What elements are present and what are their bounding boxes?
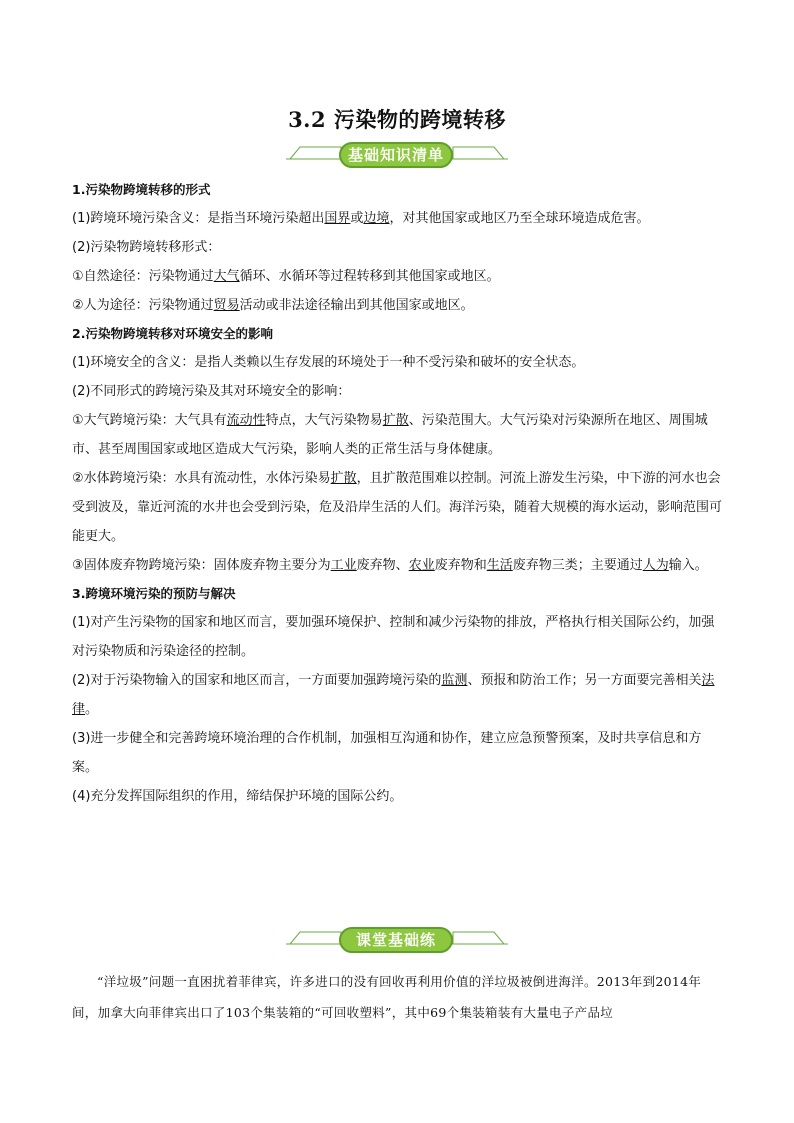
paragraph: (4)充分发挥国际组织的作用，缔结保护环境的国际公约。 xyxy=(72,789,403,804)
paragraph: (1)对产生污染物的国家和地区而言，要加强环境保护、控制和减少污染物的排放，严格执行相关国际公约，加强对污染物质和污染途径的控制。 xyxy=(72,615,715,659)
paragraph: (2)对于污染物输入的国家和地区而言，一方面要加强跨境污染的监测、预报和防治工作；另一方面要完善相关法律。 xyxy=(72,673,715,717)
paragraph: ②人为途径：污染物通过贸易活动或非法途径输出到其他国家或地区。 xyxy=(72,298,474,313)
paragraph: (3)进一步健全和完善跨境环境治理的合作机制，加强相互沟通和协作，建立应急预警预案，及时共享信息和方案。 xyxy=(72,731,702,775)
section-heading: 2.污染物跨境转移对环境安全的影响 xyxy=(72,326,273,341)
paragraph: ①大气跨境污染：大气具有流动性特点，大气污染物易扩散、污染范围大。大气污染对污染源所在地区、周围城市、甚至周围国家或地区造成大气污染，影响人类的正常生活与身体健康。 xyxy=(72,413,708,457)
banner-label: 基础知识清单 xyxy=(339,142,453,168)
paragraph: (2)污染物跨境转移形式： xyxy=(72,240,221,255)
paragraph: (2)不同形式的跨境污染及其对环境安全的影响： xyxy=(72,384,351,399)
paragraph: (1)环境安全的含义：是指人类赖以生存发展的环境处于一种不受污染和破坏的安全状态。 xyxy=(72,355,585,370)
exercise-paragraph: “洋垃圾”问题一直困扰着菲律宾，许多进口的没有回收再利用价值的洋垃圾被倒进海洋。2013年到2014年间，加拿大向菲律宾出口了103个集装箱的“可回收塑料”，其中69个集装箱装有大量电子产品垃 xyxy=(72,974,702,1020)
paragraph: ①自然途径：污染物通过大气循环、水循环等过程转移到其他国家或地区。 xyxy=(72,269,500,284)
knowledge-list xyxy=(72,180,724,811)
banner-label: 课堂基础练 xyxy=(339,927,453,953)
section-heading: 3.跨境环境污染的预防与解决 xyxy=(72,586,236,601)
section-banner-exercise xyxy=(286,926,508,956)
paragraph: (1)跨境环境污染含义：是指当环境污染超出国界或边境，对其他国家或地区乃至全球环境造成危害。 xyxy=(72,211,650,226)
paragraph: ③固体废弃物跨境污染：固体废弃物主要分为工业废弃物、农业废弃物和生活废弃物三类；主要通过人为输入。 xyxy=(72,558,708,573)
section-heading: 1.污染物跨境转移的形式 xyxy=(72,182,211,197)
page-title: 3.2 污染物的跨境转移 xyxy=(288,107,506,132)
section-banner-basics xyxy=(286,141,508,171)
paragraph: ②水体跨境污染：水具有流动性，水体污染易扩散，且扩散范围难以控制。河流上游发生污染，中下游的河水也会受到波及，靠近河流的水井也会受到污染，危及沿岸生活的人们。海洋污染，随着大规模的海水运动，影响范围可能更大。 xyxy=(72,471,723,544)
